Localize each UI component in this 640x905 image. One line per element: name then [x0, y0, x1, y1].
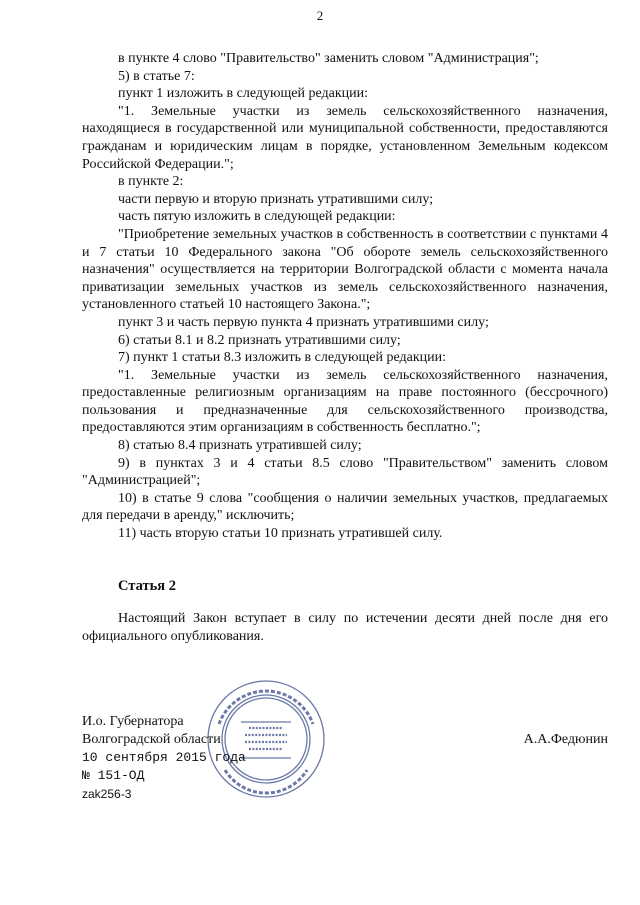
- document-body: [82, 50, 608, 543]
- body-line: в пункте 2:: [118, 174, 184, 190]
- body-line: в пункте 4 слово "Правительство" заменить словом "Администрация";: [118, 51, 539, 66]
- page-number: 2: [316, 8, 324, 23]
- article-2-title: Статья 2: [118, 578, 176, 594]
- body-paragraph: 9) в пунктах 3 и 4 статьи 8.5 слово "Правительством" заменить словом "Администрацией";: [82, 455, 608, 489]
- document-code: zak256-3: [82, 787, 132, 801]
- signing-date: 10 сентября 2015 года: [82, 750, 246, 765]
- body-line: пункт 1 изложить в следующей редакции:: [118, 86, 368, 102]
- body-line: часть пятую изложить в следующей редакции:: [118, 209, 396, 225]
- body-line: 7) пункт 1 статьи 8.3 изложить в следующей редакции:: [118, 350, 447, 366]
- signatory-name: А.А.Федюнин: [523, 732, 608, 747]
- body-line: 5) в статье 7:: [118, 68, 195, 84]
- law-number: № 151-ОД: [82, 768, 145, 783]
- body-line: части первую и вторую признать утратившими силу;: [118, 191, 434, 207]
- body-line: 11) часть вторую статьи 10 признать утратившей силу.: [118, 526, 443, 542]
- body-paragraph: "Приобретение земельных участков в собственность в соответствии с пунктами 4 и 7 статьи 10 Федерального закона "Об обороте земель сельскохозяйственного назначения" осуществляется на территории Волгоградской области с момента начала приватизации земельных участков из земель сельскохозяйственного назначения, установленного статьей 10 настоящего Закона.";: [82, 226, 608, 313]
- body-line: пункт 3 и часть первую пункта 4 признать утратившими силу;: [118, 314, 489, 330]
- signatory-title: И.о. Губернатора: [82, 714, 184, 729]
- body-line: 8) статью 8.4 признать утратившей силу;: [118, 438, 362, 454]
- body-paragraph: "1. Земельные участки из земель сельскохозяйственного назначения, находящиеся в государственной или муниципальной собственности, предоставляются гражданам и юридическим лицам в порядке, установленном Земельным кодексом Российской Федерации.";: [82, 103, 608, 172]
- body-paragraph: 10) в статье 9 слова "сообщения о наличии земельных участков, предлагаемых для передачи в аренду," исключить;: [82, 490, 608, 524]
- body-paragraph: "1. Земельные участки из земель сельскохозяйственного назначения, предоставленные религиозным организациям на праве постоянного (бессрочного) пользования и предназначенные для сельскохозяйственного производства, предоставляются этим организациям в собственность бесплатно.";: [82, 367, 608, 436]
- article-2-text: Настоящий Закон вступает в силу по истечении десяти дней после дня его официального опубликования.: [82, 611, 608, 644]
- signatory-region: Волгоградской области: [82, 732, 221, 747]
- official-seal: [205, 678, 327, 800]
- body-line: 6) статьи 8.1 и 8.2 признать утратившими силу;: [118, 332, 401, 348]
